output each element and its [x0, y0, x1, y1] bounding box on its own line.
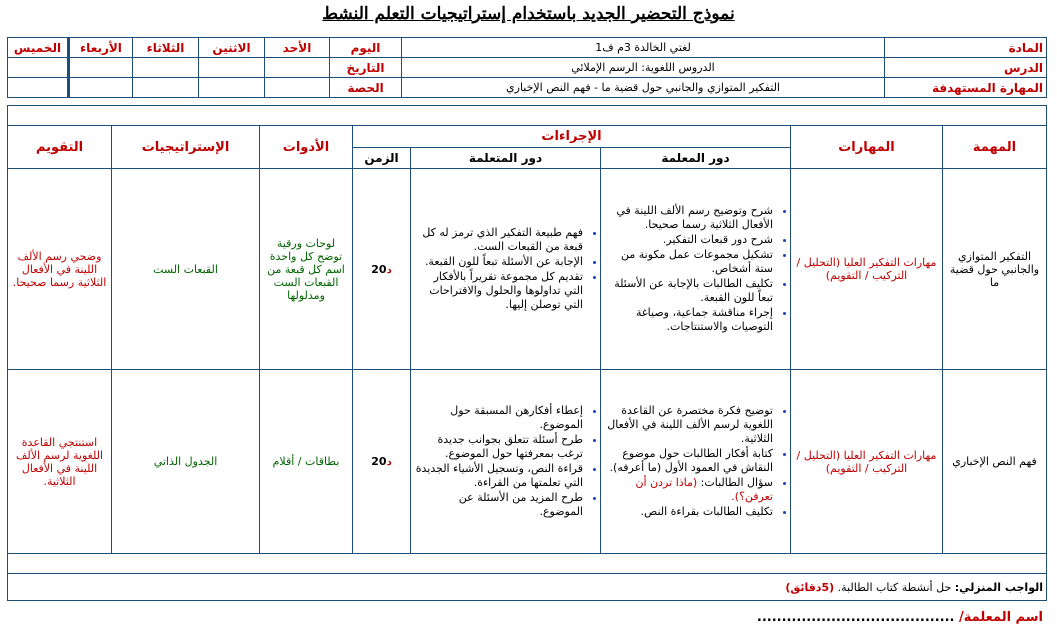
period-cell-tuesday: [133, 78, 199, 98]
date-cell-monday: [199, 58, 265, 78]
row1-evaluation: وضحي رسم الألف اللينة في الأفعال الثلاثية رسما صحيحا.: [8, 169, 112, 370]
row2-time: [353, 370, 411, 554]
header-strategies: الإستراتيجيات: [112, 126, 260, 169]
row2-student-role: [411, 370, 601, 554]
row1-strategy: القبعات الست: [112, 169, 260, 370]
subject-label: المادة: [885, 38, 1047, 58]
day-monday: الاثنين: [199, 38, 265, 58]
teacher-name-dots: ........................................: [756, 610, 955, 625]
question-text: (ماذا تردن أن تعرفن؟).: [635, 475, 773, 503]
period-label: الحصة: [330, 78, 402, 98]
header-student-role: دور المتعلمة: [411, 147, 601, 169]
date-cell-thursday: [8, 58, 69, 78]
row2-skills: مهارات التفكير العليا (التحليل / التركيب / التقويم): [791, 370, 943, 554]
row1-time-value: 20: [371, 262, 387, 276]
spacer-row-bottom: [8, 554, 1047, 574]
row1-task: التفكير المتوازي والجانبي حول قضية ما: [943, 169, 1047, 370]
target-skill-value: التفكير المتوازي والجانبي حول قضية ما - فهم النص الإخباري: [402, 78, 885, 98]
date-cell-tuesday: [133, 58, 199, 78]
homework-label: الواجب المنزلي:: [954, 580, 1043, 594]
target-skill-label: المهارة المستهدفة: [885, 78, 1047, 98]
row1-tools: لوحات ورقية توضح كل واحدة اسم كل قبعة من القبعات الست ومدلولها: [260, 169, 353, 370]
header-task: المهمة: [943, 126, 1047, 169]
header-procedures: الإجراءات: [353, 126, 791, 148]
row2-time-unit: د: [386, 457, 392, 468]
day-sunday: الأحد: [265, 38, 330, 58]
homework-text: حل أنشطة كتاب الطالبة.: [837, 580, 952, 594]
header-evaluation: التقويم: [8, 126, 112, 169]
list-item: • إجراء مناقشة جماعية، وصياغة التوصيات والاستنتاجات.: [604, 306, 773, 334]
list-item: • فهم طبيعة التفكير الذي ترمز له كل قبعة من القبعات الست.: [414, 226, 583, 254]
question-prefix: سؤال الطالبات:: [697, 475, 773, 489]
row2-tools: بطاقات / أقلام: [260, 370, 353, 554]
row2-task: فهم النص الإخباري: [943, 370, 1047, 554]
spacer-row: [8, 106, 1047, 126]
row1-time-unit: د: [386, 264, 392, 276]
row1-teacher-role: [601, 169, 791, 370]
list-item: • طرح أسئلة تتعلق بجوانب جديدة ترغب بمعرفتها حول الموضوع.: [414, 433, 583, 461]
date-label: التاريخ: [330, 58, 402, 78]
date-cell-wednesday: [69, 58, 133, 78]
list-item: • تشكيل مجموعات عمل مكونة من ستة أشخاص.: [604, 248, 773, 276]
homework-duration: (5دقائق): [785, 580, 835, 594]
homework-row: [8, 574, 1047, 601]
row2-evaluation: استنتجي القاعدة اللغوية لرسم الألف اللينة في الأفعال الثلاثية.: [8, 370, 112, 554]
teacher-name-label: اسم المعلمة/: [958, 610, 1043, 625]
list-item: • شرح وتوضيح رسم الألف اللينة في الأفعال الثلاثية رسما صحيحا.: [604, 204, 773, 232]
list-item: • تكليف الطالبات بقراءة النص.: [604, 505, 773, 519]
page-title: نموذج التحضير الجديد باستخدام إستراتيجيات التعلم النشط: [322, 4, 735, 24]
row1-student-role: [411, 169, 601, 370]
lesson-plan-table: [7, 105, 1047, 601]
list-item: • تقديم كل مجموعة تقريراً بالأفكار التي تداولوها والحلول والاقتراحات التي توصلن إليها.: [414, 270, 583, 312]
header-tools: الأدوات: [260, 126, 353, 169]
row1-time: [353, 169, 411, 370]
list-item: • قراءة النص، وتسجيل الأشياء الجديدة التي تعلمتها من القراءة.: [414, 462, 583, 490]
list-item: • كتابة أفكار الطالبات حول موضوع النقاش في العمود الأول (ما أعرفه).: [604, 447, 773, 475]
list-item: • إعطاء أفكارهن المسبقة حول الموضوع.: [414, 404, 583, 432]
day-thursday: الخميس: [8, 38, 69, 58]
row1-skills: مهارات التفكير العليا (التحليل / التركيب / التقويم): [791, 169, 943, 370]
list-item: [604, 476, 773, 504]
period-cell-thursday: [8, 78, 69, 98]
subject-value: لغتي الخالدة 3م ف1: [402, 38, 885, 58]
lesson-label: الدرس: [885, 58, 1047, 78]
period-cell-monday: [199, 78, 265, 98]
row2-teacher-role: [601, 370, 791, 554]
day-tuesday: الثلاثاء: [133, 38, 199, 58]
date-cell-sunday: [265, 58, 330, 78]
list-item: • تكليف الطالبات بالإجابة عن الأسئلة تبعاً للون القبعة.: [604, 277, 773, 305]
list-item: • شرح دور قبعات التفكير.: [604, 233, 773, 247]
list-item: • توضيح فكرة مختصرة عن القاعدة اللغوية لرسم الألف اللينة في الأفعال الثلاثية.: [604, 404, 773, 446]
teacher-name-line: [757, 610, 1043, 625]
info-table: [7, 37, 1047, 98]
list-item: • الإجابة عن الأسئلة تبعاً للون القبعة.: [414, 255, 583, 269]
row2-strategy: الجدول الذاتي: [112, 370, 260, 554]
day-wednesday: الأربعاء: [69, 38, 133, 58]
row2-time-value: 20: [371, 455, 387, 468]
period-cell-sunday: [265, 78, 330, 98]
day-label: اليوم: [330, 38, 402, 58]
header-skills: المهارات: [791, 126, 943, 169]
header-teacher-role: دور المعلمة: [601, 147, 791, 169]
lesson-value: الدروس اللغوية: الرسم الإملائي: [402, 58, 885, 78]
header-time: الزمن: [353, 147, 411, 169]
period-cell-wednesday: [69, 78, 133, 98]
list-item: • طرح المزيد من الأسئلة عن الموضوع.: [414, 491, 583, 519]
